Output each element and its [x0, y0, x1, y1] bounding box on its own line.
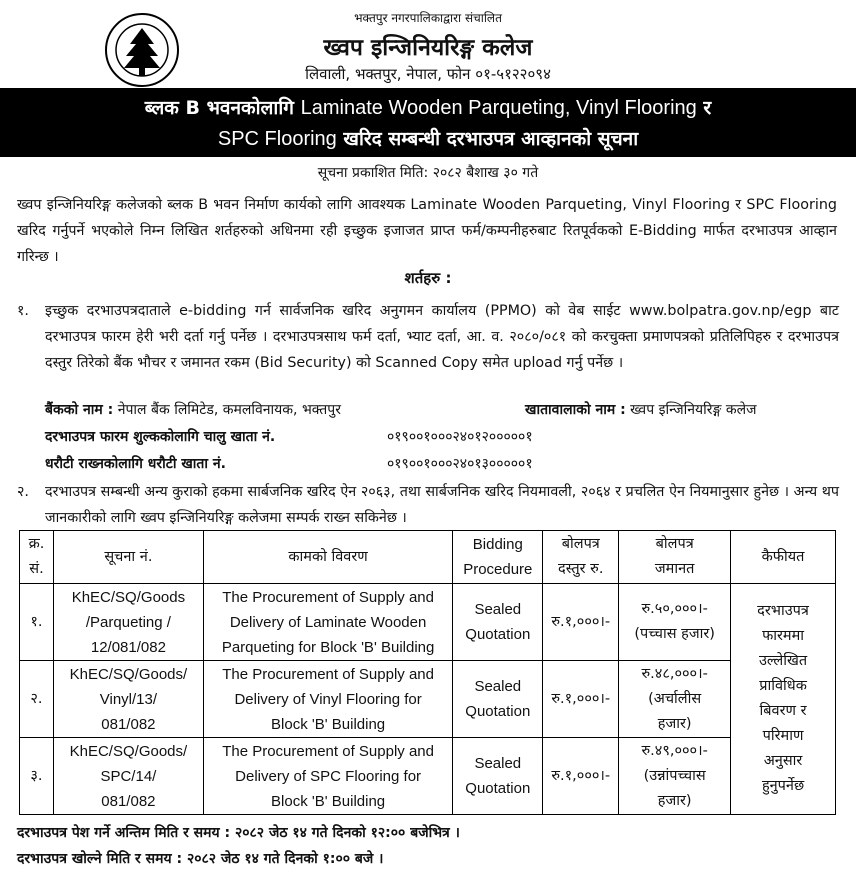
row-notice: KhEC/SQ/Goods/ Vinyl/13/ 081/082	[53, 661, 203, 738]
notice-title-band	[0, 88, 856, 157]
row-sn: २.	[20, 661, 54, 738]
row-work: The Procurement of Supply and Delivery of Vinyl Flooring for Block 'B' Building	[203, 661, 452, 738]
row-guarantee: रु.४९,०००।- (उन्नांपच्चास हजार)	[619, 738, 731, 815]
title-line-2	[0, 125, 856, 151]
title-line-1	[0, 94, 856, 120]
deposit-account-row	[45, 454, 533, 473]
title-ne-part-b: र	[703, 97, 712, 119]
row-procedure: Sealed Quotation	[453, 738, 543, 815]
title-ne-part-c: खरिद सम्बन्धी दरभाउपत्र आव्हानको सूचना	[343, 128, 639, 150]
header-notice-no: सूचना नं.	[53, 531, 203, 584]
remarks-cell: दरभाउपत्र फारममा उल्लेखित प्राविधिक बिवरण र परिमाण अनुसार हुनुपर्नेछ	[731, 584, 836, 815]
row-sn: १.	[20, 584, 54, 661]
form-fee-account-row	[45, 427, 533, 446]
supervisor-text: भक्तपुर नगरपालिकाद्वारा संचालित	[354, 11, 502, 25]
header-remarks: कैफीयत	[731, 531, 836, 584]
header-sn: क्र. सं.	[20, 531, 54, 584]
row-procedure: Sealed Quotation	[453, 584, 543, 661]
title-ne-part-a: ब्लक B भवनकोलागि	[144, 97, 294, 119]
table-row	[20, 661, 836, 738]
intro-paragraph: ख्वप इन्जिनियरिङ्ग कलेजको ब्लक B भवन निर्माण कार्यको लागि आवश्यक Laminate Wooden Parqueting, Vinyl Flooring र SPC Flooring खरिद गर्नुपर्ने भएकोले निम्न लिखित शर्तहरुको अधिनमा रही इच्छुक इजाजत प्राप्त फर्म/कम्पनीहरुबाट रितपूर्वकको E-Bidding मार्फत दरभाउपत्र आव्हान गरिन्छ ।	[17, 197, 837, 265]
form-fee-label: दरभाउपत्र फारम शुल्ककोलागि चालु खाता नं.	[45, 429, 276, 445]
submission-deadline: दरभाउपत्र पेश गर्ने अन्तिम मिति र समय : २०८२ जेठ १४ गते दिनको १२:०० बजेभित्र ।	[17, 825, 460, 841]
bid-table	[19, 530, 836, 815]
condition-2	[17, 479, 839, 531]
condition-text: दरभाउपत्र सम्बन्धी अन्य कुराको हकमा सार्बजनिक खरिद ऐन २०६३, तथा सार्बजनिक खरिद नियमावली, २०६४ र प्रचलित ऐन नियमानुसार हुनेछ । अन्य थप जानकारीको लागि ख्वप इन्जिनियरिङ्ग कलेजमा सम्पर्क राख्न सकिनेछ ।	[45, 484, 839, 526]
holder-value: ख्वप इन्जिनियरिङ्ग कलेज	[630, 402, 757, 418]
header-fee: बोलपत्र दस्तुर रु.	[543, 531, 619, 584]
bank-label: बैंकको नाम :	[45, 402, 114, 418]
deposit-label: धरौटी राख्नकोलागि धरौटी खाता नं.	[45, 456, 226, 472]
opening-date: दरभाउपत्र खोल्ने मिति र समय : २०८२ जेठ १४ गते दिनको १:०० बजे ।	[17, 851, 384, 867]
holder-label: खातावालाको नाम :	[525, 402, 626, 418]
table-row	[20, 738, 836, 815]
account-holder	[525, 400, 756, 419]
row-fee: रु.१,०००।-	[543, 584, 619, 661]
bank-info-row	[45, 400, 845, 419]
row-work: The Procurement of Supply and Delivery of SPC Flooring for Block 'B' Building	[203, 738, 452, 815]
header-procedure: Bidding Procedure	[453, 531, 543, 584]
title-en-part-b: SPC Flooring	[217, 128, 337, 150]
form-fee-account-number: ०१९००१०००२४०१२०००००१	[387, 429, 533, 445]
row-notice: KhEC/SQ/Goods /Parqueting / 12/081/082	[53, 584, 203, 661]
condition-1	[17, 298, 839, 376]
row-work: The Procurement of Supply and Delivery of Laminate Wooden Parqueting for Block 'B' Building	[203, 584, 452, 661]
terms-heading: शर्तहरु :	[404, 269, 452, 287]
row-guarantee: रु.४८,०००।- (अर्चालीस हजार)	[619, 661, 731, 738]
condition-number: १.	[17, 303, 29, 319]
bank-value: नेपाल बैंक लिमिटेड, कमलविनायक, भक्तपुर	[117, 402, 341, 418]
table-row	[20, 584, 836, 661]
table-header-row	[20, 531, 836, 584]
row-guarantee: रु.५०,०००।- (पच्चास हजार)	[619, 584, 731, 661]
row-sn: ३.	[20, 738, 54, 815]
row-procedure: Sealed Quotation	[453, 661, 543, 738]
condition-text: इच्छुक दरभाउपत्रदाताले e-bidding गर्न सार्वजनिक खरिद अनुगमन कार्यालय (PPMO) को वेब साईट www.bolpatra.gov.np/egp बाट दरभाउपत्र फारम हेरी भरी दर्ता गर्नु पर्नेछ । दरभाउपत्रसाथ फर्म दर्ता, भ्याट दर्ता, आ. व. २०८०/०८१ को करचुक्ता प्रमाणपत्रको प्रतिलिपिहरु र दरभाउपत्र दस्तुर तिरेको बैंक भौचर र जमानत रकम (Bid Security) को Scanned Copy समेत upload गर्नु पर्नेछ ।	[45, 303, 839, 371]
condition-number: २.	[17, 484, 29, 500]
college-address: लिवाली, भक्तपुर, नेपाल, फोन ०१-५१२२०९४	[305, 65, 551, 83]
college-name: ख्वप इन्जिनियरिङ्ग कलेज	[323, 35, 533, 61]
header-guarantee: बोलपत्र जमानत	[619, 531, 731, 584]
deposit-account-number: ०१९००१०००२४०१३०००००१	[387, 456, 533, 472]
row-notice: KhEC/SQ/Goods/ SPC/14/ 081/082	[53, 738, 203, 815]
publish-date: सूचना प्रकाशित मिति: २०८२ बैशाख ३० गते	[317, 165, 539, 181]
title-en-part-a: Laminate Wooden Parqueting, Vinyl Flooring	[300, 97, 697, 119]
header-work: कामको विवरण	[203, 531, 452, 584]
row-fee: रु.१,०००।-	[543, 738, 619, 815]
row-fee: रु.१,०००।-	[543, 661, 619, 738]
